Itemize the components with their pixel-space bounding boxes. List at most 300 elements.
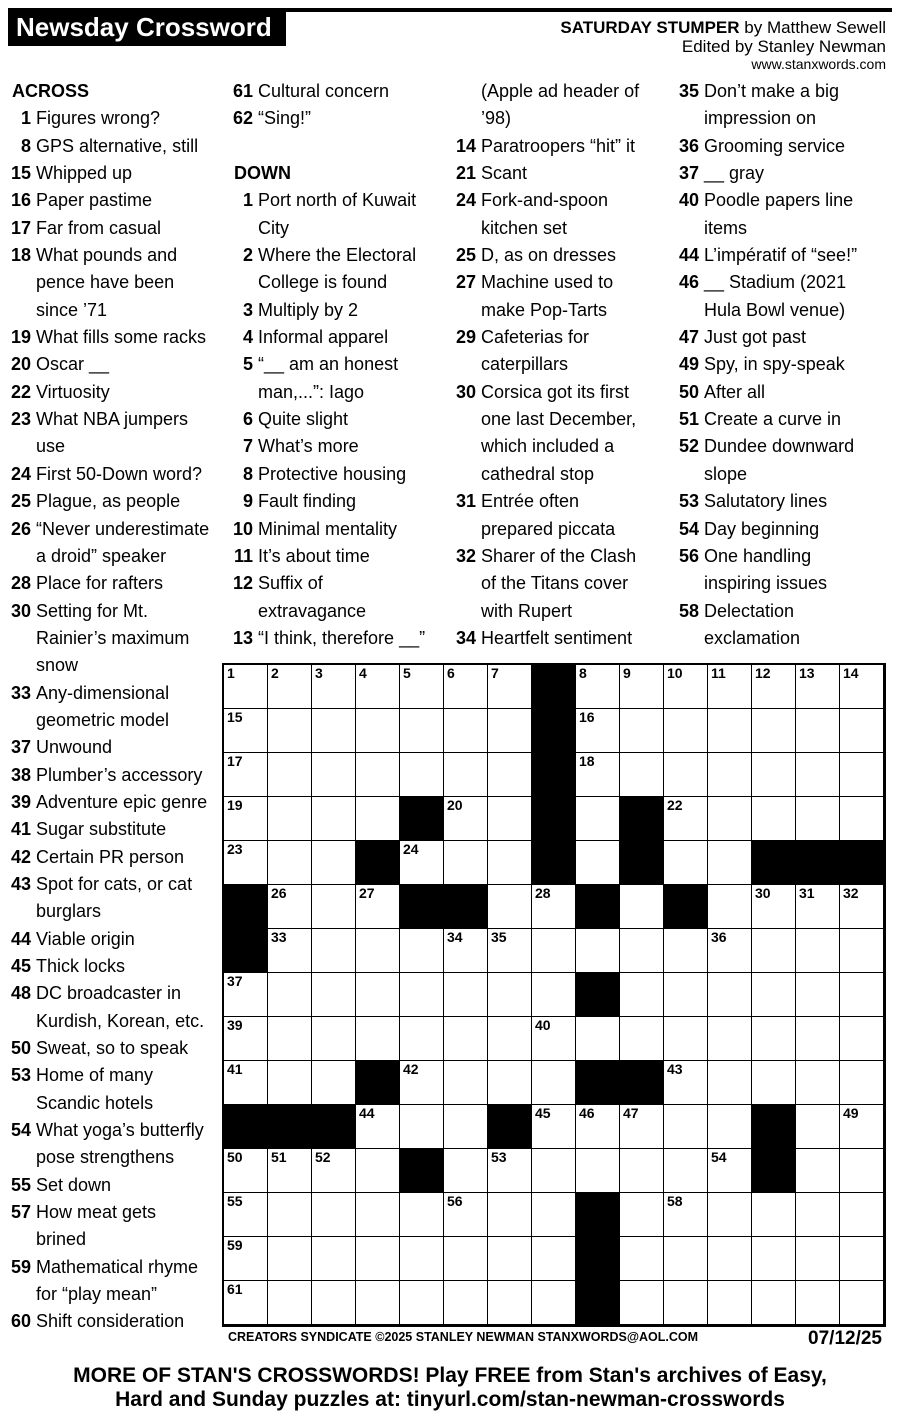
clue-line: [226, 242, 448, 269]
grid-cell[interactable]: [356, 929, 400, 973]
grid-cell[interactable]: [356, 1017, 400, 1061]
grid-cell[interactable]: [840, 1281, 884, 1325]
grid-cell[interactable]: [488, 709, 532, 753]
grid-cell[interactable]: [400, 841, 444, 885]
grid-cell[interactable]: [796, 709, 840, 753]
black-square: [224, 929, 268, 973]
grid-cell[interactable]: [708, 1193, 752, 1237]
grid-cell[interactable]: [356, 797, 400, 841]
grid-cell[interactable]: [752, 929, 796, 973]
clue-number: 23: [10, 409, 31, 430]
grid-cell[interactable]: [708, 841, 752, 885]
grid-cell[interactable]: [400, 1017, 444, 1061]
clue-line: [226, 570, 448, 597]
grid-cell[interactable]: [444, 753, 488, 797]
grid-cell[interactable]: [444, 709, 488, 753]
clue-text: After all: [704, 381, 766, 402]
grid-cell[interactable]: [444, 665, 488, 709]
grid-cell[interactable]: [664, 1149, 708, 1193]
clue-number: 36: [678, 135, 699, 156]
grid-cell[interactable]: [312, 709, 356, 753]
clue-number: 61: [232, 81, 253, 101]
clue-line: [226, 406, 448, 433]
black-square: [576, 1281, 620, 1325]
grid-cell[interactable]: [752, 1061, 796, 1105]
clue-line: [4, 1117, 219, 1144]
clue-text: __ Stadium (2021: [704, 272, 847, 293]
cell-number: 55: [227, 1193, 243, 1209]
black-square: [488, 1105, 532, 1149]
black-square: [620, 1061, 664, 1105]
grid-cell[interactable]: [488, 841, 532, 885]
cell-number: 19: [227, 797, 243, 813]
grid-cell[interactable]: [708, 1237, 752, 1281]
grid-cell[interactable]: [488, 885, 532, 929]
grid-cell[interactable]: [312, 753, 356, 797]
grid-cell[interactable]: [444, 1281, 488, 1325]
clue-text: Rainier’s maximum: [36, 627, 190, 648]
clue-continuation: [449, 516, 671, 543]
grid-cell[interactable]: [796, 753, 840, 797]
grid-cell[interactable]: [664, 1061, 708, 1105]
grid-cell[interactable]: [312, 973, 356, 1017]
grid-cell[interactable]: [224, 1149, 268, 1193]
grid-cell[interactable]: [444, 1061, 488, 1105]
clue-continuation: [4, 433, 219, 460]
grid-cell[interactable]: [356, 973, 400, 1017]
grid-cell[interactable]: [708, 753, 752, 797]
grid-cell[interactable]: [620, 1105, 664, 1149]
grid-cell[interactable]: [532, 885, 576, 929]
grid-cell[interactable]: [620, 1237, 664, 1281]
grid-cell[interactable]: [268, 665, 312, 709]
grid-cell[interactable]: [444, 1193, 488, 1237]
grid-cell[interactable]: [444, 1017, 488, 1061]
cell-number: 9: [623, 665, 631, 681]
grid-cell[interactable]: [312, 1281, 356, 1325]
clue-continuation: [449, 433, 671, 460]
grid-cell[interactable]: [268, 885, 312, 929]
grid-cell[interactable]: [400, 1237, 444, 1281]
grid-cell[interactable]: [664, 709, 708, 753]
grid-cell[interactable]: [400, 929, 444, 973]
grid-cell[interactable]: [840, 1237, 884, 1281]
clue-text: Mathematical rhyme: [36, 1256, 199, 1277]
grid-cell[interactable]: [356, 753, 400, 797]
grid-cell[interactable]: [444, 1105, 488, 1149]
grid-cell[interactable]: [268, 797, 312, 841]
grid-cell[interactable]: [708, 929, 752, 973]
black-square: [224, 885, 268, 929]
grid-cell[interactable]: [620, 665, 664, 709]
grid-cell[interactable]: [664, 841, 708, 885]
grid-cell[interactable]: [532, 1017, 576, 1061]
grid-cell[interactable]: [708, 1105, 752, 1149]
clue-number: 21: [455, 163, 476, 184]
black-square: [532, 841, 576, 885]
clue-column-2: [226, 78, 448, 652]
grid-cell[interactable]: [356, 665, 400, 709]
clue-text: Thick locks: [36, 956, 126, 976]
grid-cell[interactable]: [576, 841, 620, 885]
grid-cell[interactable]: [796, 885, 840, 929]
clue-text: Set down: [36, 1174, 112, 1195]
clue-number: 45: [10, 956, 31, 976]
clue-continuation: [4, 1090, 219, 1117]
grid-cell[interactable]: [796, 1193, 840, 1237]
grid-cell[interactable]: [752, 1281, 796, 1325]
black-square: [356, 1061, 400, 1105]
clue-number: 46: [678, 272, 699, 293]
grid-cell[interactable]: [840, 1193, 884, 1237]
grid-cell[interactable]: [576, 1105, 620, 1149]
clue-number: 4: [242, 327, 253, 348]
clue-text: Entrée often: [481, 491, 580, 512]
grid-cell[interactable]: [444, 929, 488, 973]
grid-cell[interactable]: [268, 1281, 312, 1325]
grid-cell[interactable]: [268, 1237, 312, 1281]
clue-line: [672, 187, 894, 214]
grid-cell[interactable]: [752, 885, 796, 929]
grid-cell[interactable]: [356, 885, 400, 929]
grid-cell[interactable]: [664, 797, 708, 841]
grid-cell[interactable]: [268, 1149, 312, 1193]
promo-banner: [0, 1364, 900, 1412]
grid-cell[interactable]: [620, 1017, 664, 1061]
black-square: [752, 1149, 796, 1193]
grid-cell[interactable]: [268, 753, 312, 797]
grid-cell[interactable]: [268, 1193, 312, 1237]
clue-text: brined: [36, 1229, 87, 1250]
grid-cell[interactable]: [708, 1281, 752, 1325]
grid-cell[interactable]: [796, 1017, 840, 1061]
grid-cell[interactable]: [840, 929, 884, 973]
clue-text: pence have been: [36, 272, 175, 293]
grid-cell[interactable]: [268, 1017, 312, 1061]
grid-cell[interactable]: [312, 1193, 356, 1237]
clue-text: Minimal mentality: [258, 518, 398, 539]
grid-cell[interactable]: [576, 1017, 620, 1061]
clue-line: [4, 680, 219, 707]
clue-number: 24: [10, 463, 31, 484]
grid-cell[interactable]: [796, 1237, 840, 1281]
clue-line: [449, 187, 671, 214]
grid-cell[interactable]: [488, 753, 532, 797]
grid-cell[interactable]: [664, 1017, 708, 1061]
cell-number: 61: [227, 1281, 243, 1297]
grid-cell[interactable]: [664, 1237, 708, 1281]
grid-cell[interactable]: [224, 1017, 268, 1061]
grid-cell[interactable]: [312, 797, 356, 841]
black-square: [576, 1237, 620, 1281]
grid-cell[interactable]: [796, 929, 840, 973]
clue-number: 1: [242, 190, 253, 211]
grid-cell[interactable]: [752, 665, 796, 709]
grid-cell[interactable]: [576, 1149, 620, 1193]
cell-number: 30: [755, 885, 771, 901]
grid-cell[interactable]: [532, 1105, 576, 1149]
grid-cell[interactable]: [224, 709, 268, 753]
grid-cell[interactable]: [532, 973, 576, 1017]
grid-cell[interactable]: [400, 1281, 444, 1325]
cell-number: 24: [403, 841, 419, 857]
grid-cell[interactable]: [356, 709, 400, 753]
clue-spacer: [226, 133, 448, 160]
clue-text: which included a: [481, 436, 615, 457]
clue-line: [226, 78, 448, 105]
grid-cell[interactable]: [444, 797, 488, 841]
cell-number: 32: [843, 885, 859, 901]
clue-text: What fills some racks: [36, 327, 207, 348]
clue-text: of the Titans cover: [481, 573, 629, 594]
grid-cell[interactable]: [796, 665, 840, 709]
grid-cell[interactable]: [752, 1193, 796, 1237]
grid-cell[interactable]: [752, 753, 796, 797]
grid-cell[interactable]: [708, 885, 752, 929]
cell-number: 10: [667, 665, 683, 681]
grid-cell[interactable]: [664, 1281, 708, 1325]
grid-cell[interactable]: [224, 841, 268, 885]
clue-text: “I think, therefore __”: [258, 627, 426, 648]
clue-text: items: [704, 217, 748, 238]
clue-text: Machine used to: [481, 272, 614, 293]
clue-text: extravagance: [258, 600, 367, 621]
grid-cell[interactable]: [620, 885, 664, 929]
cell-number: 46: [579, 1105, 595, 1121]
grid-cell[interactable]: [752, 709, 796, 753]
grid-cell[interactable]: [400, 973, 444, 1017]
grid-cell[interactable]: [444, 973, 488, 1017]
clue-line: [226, 543, 448, 570]
grid-cell[interactable]: [576, 753, 620, 797]
clue-continuation: [672, 625, 894, 652]
grid-cell[interactable]: [708, 665, 752, 709]
grid-cell[interactable]: [840, 665, 884, 709]
grid-cell[interactable]: [356, 1105, 400, 1149]
grid-cell[interactable]: [488, 665, 532, 709]
clue-line: [4, 187, 219, 214]
cell-number: 45: [535, 1105, 551, 1121]
clue-line: [4, 351, 219, 378]
grid-cell[interactable]: [312, 929, 356, 973]
clue-continuation: [4, 269, 219, 296]
grid-cell[interactable]: [708, 1061, 752, 1105]
grid-cell[interactable]: [312, 1237, 356, 1281]
clue-continuation: [449, 598, 671, 625]
grid-cell[interactable]: [620, 929, 664, 973]
promo-line-2: Hard and Sunday puzzles at: tinyurl.com/stan-newman-crosswords: [115, 1388, 785, 1411]
clue-text: one last December,: [481, 409, 637, 430]
grid-cell[interactable]: [224, 973, 268, 1017]
grid-cell[interactable]: [752, 1017, 796, 1061]
clue-number: 24: [455, 190, 476, 211]
clue-line: [449, 625, 671, 652]
black-square: [400, 885, 444, 929]
grid-cell[interactable]: [532, 1193, 576, 1237]
grid-cell[interactable]: [488, 797, 532, 841]
clue-number: 53: [10, 1065, 31, 1086]
grid-cell[interactable]: [268, 709, 312, 753]
clue-number: 1: [20, 108, 31, 129]
grid-cell[interactable]: [488, 1017, 532, 1061]
clue-number: 20: [10, 354, 31, 375]
grid-cell[interactable]: [620, 973, 664, 1017]
grid-cell[interactable]: [840, 709, 884, 753]
grid-cell[interactable]: [708, 709, 752, 753]
grid-cell[interactable]: [224, 1193, 268, 1237]
clue-column-3: [449, 78, 671, 652]
grid-cell[interactable]: [796, 1281, 840, 1325]
grid-cell[interactable]: [312, 665, 356, 709]
grid-cell[interactable]: [752, 1237, 796, 1281]
grid-cell[interactable]: [752, 797, 796, 841]
clue-text: make Pop-Tarts: [481, 299, 608, 320]
grid-cell[interactable]: [224, 1237, 268, 1281]
grid-cell[interactable]: [356, 1237, 400, 1281]
clue-continuation: [449, 570, 671, 597]
grid-cell[interactable]: [796, 1105, 840, 1149]
grid-cell[interactable]: [840, 753, 884, 797]
clue-continuation: [4, 1226, 219, 1253]
grid-cell[interactable]: [840, 1149, 884, 1193]
grid-cell[interactable]: [796, 1061, 840, 1105]
clue-number: 33: [10, 682, 31, 703]
grid-cell[interactable]: [840, 1061, 884, 1105]
cell-number: 33: [271, 929, 287, 945]
grid-cell[interactable]: [312, 1149, 356, 1193]
grid-cell[interactable]: [576, 797, 620, 841]
grid-cell[interactable]: [400, 709, 444, 753]
grid-cell[interactable]: [532, 929, 576, 973]
grid-cell[interactable]: [224, 665, 268, 709]
grid-cell[interactable]: [576, 929, 620, 973]
grid-cell[interactable]: [312, 841, 356, 885]
clue-line: [449, 324, 671, 351]
grid-cell[interactable]: [796, 1149, 840, 1193]
grid-cell[interactable]: [664, 1193, 708, 1237]
grid-cell[interactable]: [444, 841, 488, 885]
grid-cell[interactable]: [488, 929, 532, 973]
grid-cell[interactable]: [840, 885, 884, 929]
grid-cell[interactable]: [400, 753, 444, 797]
grid-cell[interactable]: [356, 1281, 400, 1325]
clue-text: Paratroopers “hit” it: [481, 135, 636, 156]
grid-cell[interactable]: [708, 797, 752, 841]
grid-cell[interactable]: [620, 1149, 664, 1193]
grid-cell[interactable]: [664, 753, 708, 797]
grid-cell[interactable]: [488, 1149, 532, 1193]
clue-line: [4, 762, 219, 789]
grid-cell[interactable]: [224, 753, 268, 797]
grid-cell[interactable]: [840, 1017, 884, 1061]
grid-cell[interactable]: [532, 1061, 576, 1105]
grid-cell[interactable]: [620, 1193, 664, 1237]
grid-cell[interactable]: [400, 665, 444, 709]
grid-cell[interactable]: [620, 709, 664, 753]
grid-cell[interactable]: [532, 1149, 576, 1193]
grid-cell[interactable]: [708, 1017, 752, 1061]
grid-cell[interactable]: [356, 1193, 400, 1237]
clue-text: Figures wrong?: [36, 108, 161, 129]
grid-cell[interactable]: [620, 1281, 664, 1325]
grid-cell[interactable]: [576, 709, 620, 753]
grid-cell[interactable]: [488, 1281, 532, 1325]
clue-number: 38: [10, 764, 31, 785]
clue-line: [226, 488, 448, 515]
crossword-grid[interactable]: [222, 663, 886, 1327]
clue-number: 5: [242, 354, 253, 375]
grid-cell[interactable]: [268, 929, 312, 973]
grid-cell[interactable]: [532, 1237, 576, 1281]
grid-cell[interactable]: [444, 1237, 488, 1281]
grid-cell[interactable]: [224, 1061, 268, 1105]
grid-cell[interactable]: [708, 1149, 752, 1193]
grid-cell[interactable]: [840, 797, 884, 841]
grid-cell[interactable]: [708, 973, 752, 1017]
grid-cell[interactable]: [796, 797, 840, 841]
grid-cell[interactable]: [268, 973, 312, 1017]
puzzle-name: SATURDAY STUMPER: [560, 18, 740, 37]
grid-cell[interactable]: [664, 1105, 708, 1149]
grid-cell[interactable]: [488, 973, 532, 1017]
clue-line: [4, 324, 219, 351]
grid-cell[interactable]: [664, 929, 708, 973]
clue-text: Multiply by 2: [258, 299, 359, 320]
clue-number: 11: [233, 545, 253, 566]
clue-text: geometric model: [36, 709, 170, 730]
grid-cell[interactable]: [664, 665, 708, 709]
grid-cell[interactable]: [444, 1149, 488, 1193]
grid-cell[interactable]: [488, 1193, 532, 1237]
grid-cell[interactable]: [840, 1105, 884, 1149]
grid-cell[interactable]: [664, 973, 708, 1017]
grid-cell[interactable]: [224, 1281, 268, 1325]
grid-cell[interactable]: [400, 1105, 444, 1149]
clue-line: [449, 269, 671, 296]
grid-cell[interactable]: [400, 1061, 444, 1105]
grid-cell[interactable]: [488, 1237, 532, 1281]
grid-cell[interactable]: [356, 1149, 400, 1193]
clue-text: Fork-and-spoon: [481, 190, 609, 211]
promo-line-1: MORE OF STAN'S CROSSWORDS! Play FREE from Stan's archives of Easy,: [73, 1364, 827, 1387]
clue-number: 18: [10, 245, 31, 266]
grid-cell[interactable]: [268, 841, 312, 885]
grid-cell[interactable]: [400, 1193, 444, 1237]
clue-text: Where the Electoral: [258, 245, 417, 266]
cell-number: 39: [227, 1017, 243, 1033]
grid-cell[interactable]: [312, 1061, 356, 1105]
grid-cell[interactable]: [840, 973, 884, 1017]
grid-cell[interactable]: [752, 973, 796, 1017]
clue-continuation: [672, 570, 894, 597]
grid-cell[interactable]: [620, 753, 664, 797]
clue-line: [672, 269, 894, 296]
clue-text: How meat gets: [36, 1202, 157, 1223]
clue-continuation: [449, 351, 671, 378]
grid-cell[interactable]: [224, 797, 268, 841]
grid-cell[interactable]: [312, 1017, 356, 1061]
black-square: [752, 1105, 796, 1149]
grid-cell[interactable]: [268, 1061, 312, 1105]
clue-text: Scant: [481, 163, 528, 184]
grid-cell[interactable]: [576, 665, 620, 709]
clue-line: [226, 187, 448, 214]
grid-cell[interactable]: [488, 1061, 532, 1105]
clue-text: “Sing!”: [258, 108, 312, 129]
grid-cell[interactable]: [796, 973, 840, 1017]
grid-cell[interactable]: [312, 885, 356, 929]
grid-cell[interactable]: [532, 1281, 576, 1325]
